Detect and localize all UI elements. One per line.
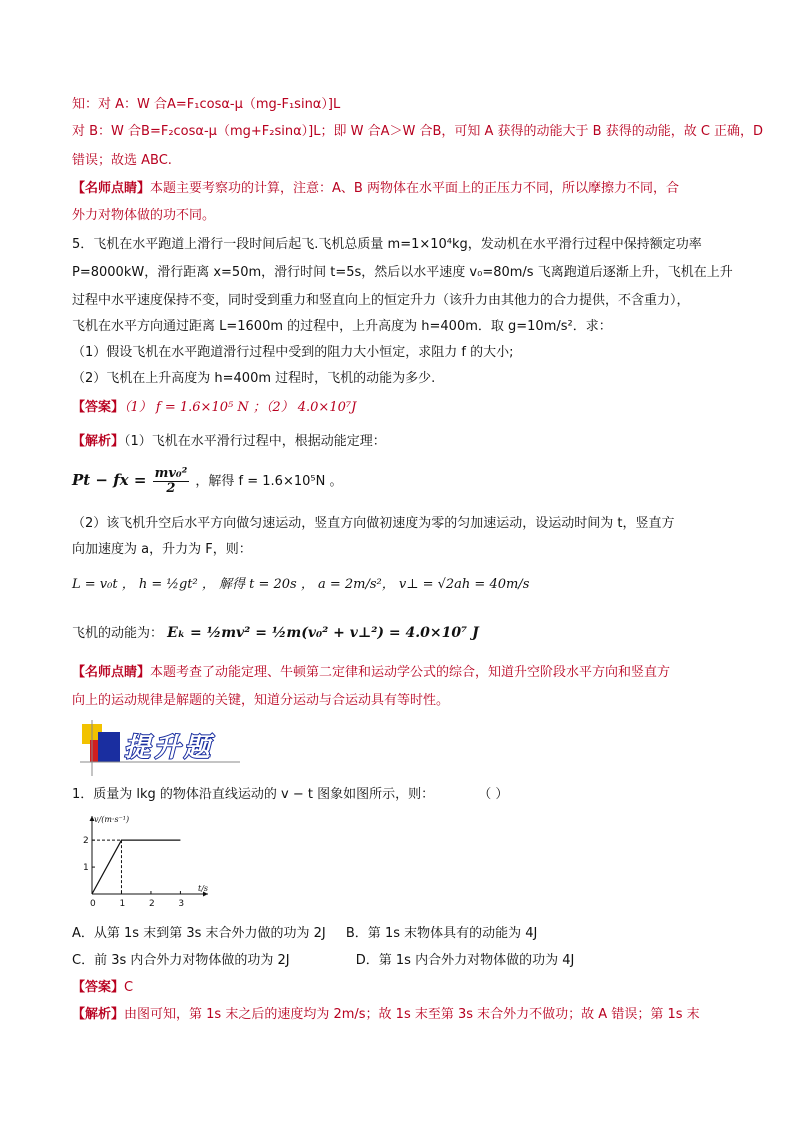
analysis-line: （2）该飞机升空后水平方向做匀速运动，竖直方向做初速度为零的匀加速运动，设运动时间为 t，竖直方 [72, 516, 675, 531]
banner-title: 提升题 [124, 733, 215, 763]
analysis-line [72, 1006, 700, 1024]
question-5-line: （1）假设飞机在水平跑道滑行过程中受到的阻力大小恒定，求阻力 f 的大小; [72, 345, 514, 360]
note-tag: 【名师点睛】 [72, 181, 151, 196]
equation-3: Eₖ = ½mv² = ½m(v₀² + v⊥²) = 4.0×10⁷ J [167, 625, 479, 641]
vt-chart [76, 812, 216, 912]
text-line: 知：对 A：W 合A=F₁cosα-μ（mg-F₁sinα）]L [72, 97, 341, 112]
chart-marks [92, 840, 180, 894]
option-a[interactable]: A．从第 1s 末到第 3s 末合外力做的功为 2J [72, 926, 326, 941]
section-banner [80, 718, 240, 778]
analysis-text: 由图可知，第 1s 末之后的速度均为 2m/s；故 1s 末至第 3s 末合外力不做功；故 A 错误；第 1s 末 [124, 1007, 700, 1022]
x-tick-label: 1 [119, 899, 126, 909]
eq3-label: 飞机的动能为： [72, 626, 164, 641]
teacher-note [72, 180, 679, 198]
teacher-note [72, 664, 670, 682]
answer-paren: （ ） [478, 787, 509, 802]
answer-text: C [124, 980, 134, 995]
answer-line [72, 979, 133, 997]
answer-tag: 【答案】 [72, 980, 125, 995]
eq1-denominator: 2 [166, 481, 176, 496]
x-tick-label: 0 [90, 899, 96, 909]
note-text: 本题主要考察功的计算，注意：A、B 两物体在水平面上的正压力不同，所以摩擦力不同，合 [150, 181, 679, 196]
analysis-tag: 【解析】 [72, 434, 125, 449]
analysis-line [72, 433, 386, 451]
note-text: 本题考查了动能定理、牛顿第二定律和运动学公式的综合，知道升空阶段水平方向和竖直方 [150, 665, 671, 680]
option-d[interactable]: D．第 1s 内合外力对物体做的功为 4J [355, 953, 575, 968]
question-1-text: 1．质量为 lkg 的物体沿直线运动的 v − t 图象如图所示，则： [72, 787, 435, 802]
equation-3-line [72, 624, 479, 643]
x-axis-label: t/s [198, 884, 209, 893]
velocity-line [92, 840, 180, 894]
text-line: 外力对物体做的功不同。 [72, 208, 216, 223]
x-tick-label: 3 [178, 899, 185, 909]
analysis-text: （1）飞机在水平滑行过程中，根据动能定理： [124, 434, 386, 449]
text-line: 对 B：W 合B=F₂cosα-μ（mg+F₂sinα）]L；即 W 合A＞W 合B，可知 A 获得的动能大于 B 获得的动能，故 C 正确，D [72, 124, 764, 139]
y-tick-label: 1 [83, 863, 89, 874]
eq1-fraction [153, 467, 190, 496]
question-5-line: 5．飞机在水平跑道上滑行一段时间后起飞.飞机总质量 m=1×10⁴kg，发动机在水平滑行过程中保持额定功率 [72, 237, 702, 252]
answer-text: （1） f = 1.6×10⁵ N ；（2） 4.0×10⁷J [124, 400, 357, 415]
chart-axes [83, 815, 208, 909]
analysis-line: 向加速度为 a，升力为 F，则： [72, 542, 252, 557]
banner-square-blue [98, 732, 120, 762]
question-5-line: （2）飞机在上升高度为 h=400m 过程时，飞机的动能为多少. [72, 371, 436, 386]
question-5-line: 飞机在水平方向通过距离 L=1600m 的过程中，上升高度为 h=400m．取 g=10m/s²．求： [72, 319, 612, 334]
x-tick-label: 2 [148, 899, 155, 909]
equation-1 [72, 466, 342, 496]
answer-tag: 【答案】 [72, 400, 125, 415]
eq1-numerator: mv₀² [154, 466, 188, 481]
y-tick-label: 2 [83, 836, 89, 847]
options-row [72, 925, 537, 943]
equation-2: L = v₀t ， h = ½gt² ， 解得 t = 20s ， a = 2m/s²， v⊥ = √2ah = 40m/s [72, 577, 530, 592]
note-tag: 【名师点睛】 [72, 665, 151, 680]
text-line: 向上的运动规律是解题的关键，知道分运动与合运动具有等时性。 [72, 693, 450, 708]
analysis-tag: 【解析】 [72, 1007, 125, 1022]
answer-line [72, 399, 356, 417]
question-5-line: 过程中水平速度保持不变，同时受到重力和竖直向上的恒定升力（该升力由其他力的合力提供，不含重力）， [72, 293, 690, 308]
eq1-left: Pt − fx = [72, 471, 147, 489]
options-row [72, 952, 574, 970]
text-line: 错误；故选 ABC. [72, 153, 172, 168]
question-1-line [72, 786, 508, 804]
y-axis-label: v/(m·s⁻¹) [94, 815, 130, 824]
option-b[interactable]: B．第 1s 末物体具有的动能为 4J [345, 926, 538, 941]
eq1-right: ，解得 f = 1.6×10⁵N 。 [195, 474, 343, 489]
question-5-line: P=8000kW，滑行距离 x=50m，滑行时间 t=5s，然后以水平速度 v₀=80m/s 飞离跑道后逐渐上升，飞机在上升 [72, 265, 733, 280]
option-c[interactable]: C．前 3s 内合外力对物体做的功为 2J [72, 953, 290, 968]
